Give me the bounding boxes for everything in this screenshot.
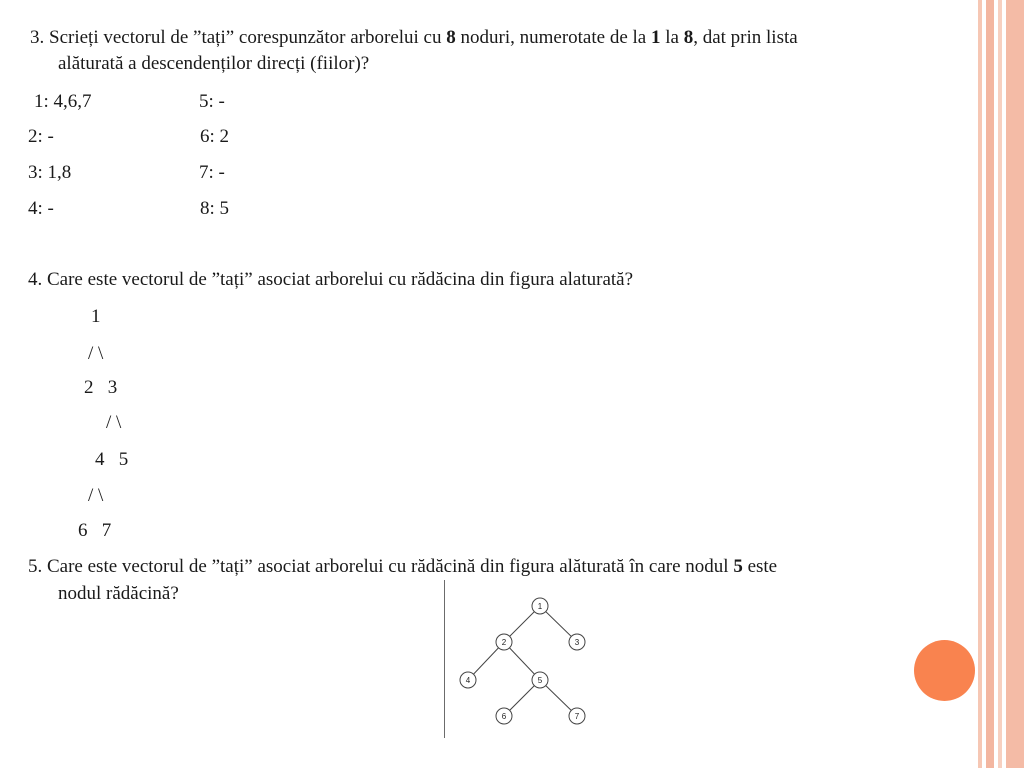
q3-to: 8	[683, 27, 694, 48]
q3-list-left-4: 4: -	[28, 198, 54, 219]
tree-node-label: 4	[465, 676, 471, 685]
q3-line1	[30, 26, 798, 50]
q3-mid1: noduri, numerotate de la	[455, 27, 651, 48]
tree-node-label: 6	[501, 712, 507, 721]
q3-list-right-3: 7: -	[199, 162, 225, 183]
tree-node-label: 1	[537, 602, 543, 611]
q4-text: 4. Care este vectorul de ”tați” asociat arborelui cu rădăcina din figura alaturată?	[28, 269, 634, 290]
q3-list-right-4: 8: 5	[200, 198, 230, 219]
q5-suffix: este	[742, 556, 778, 577]
q3-list-left-1: 1: 4,6,7	[34, 91, 92, 112]
stripe	[998, 0, 1002, 768]
q3-list-left-2: 2: -	[28, 126, 54, 147]
stripe	[1006, 0, 1024, 768]
q5-root: 5	[733, 556, 743, 577]
q4-tree-line: / \	[88, 485, 104, 506]
tree-node-label: 3	[574, 638, 580, 647]
decorative-stripes	[978, 0, 1024, 768]
q3-list-right-2: 6: 2	[200, 126, 230, 147]
q3-suffix: , dat prin lista	[693, 27, 798, 48]
q3-list-right-1: 5: -	[199, 91, 225, 112]
tree-node-label: 7	[574, 712, 580, 721]
q4-tree-line: 2 3	[84, 377, 118, 398]
q4-tree-line: 6 7	[78, 520, 112, 541]
tree-figure	[446, 588, 596, 728]
q5-line1	[28, 555, 777, 579]
q5-line2: nodul rădăcină?	[58, 583, 179, 604]
q3-prefix: 3. Scrieți vectorul de ”tați” corespunzător arborelui cu	[30, 27, 447, 48]
q3-from: 1	[650, 27, 661, 48]
figure-separator	[444, 580, 445, 738]
q4-tree-line: 1	[91, 306, 101, 327]
q3-line2: alăturată a descendenților direcți (fiilor)?	[58, 53, 370, 74]
stripe	[986, 0, 994, 768]
q5-prefix: 5. Care este vectorul de ”tați” asociat arborelui cu rădăcină din figura alăturată în care nodul	[28, 556, 734, 577]
tree-node-label: 2	[501, 638, 507, 647]
q4-tree-line: / \	[106, 412, 122, 433]
q4-tree-line: 4 5	[95, 449, 129, 470]
q4-tree-line: / \	[88, 343, 104, 364]
stripe	[978, 0, 982, 768]
q3-nodes-count: 8	[446, 27, 456, 48]
tree-node-label: 5	[537, 676, 543, 685]
q3-list-left-3: 3: 1,8	[28, 162, 72, 183]
q3-mid2: la	[660, 27, 684, 48]
accent-circle	[914, 640, 975, 701]
